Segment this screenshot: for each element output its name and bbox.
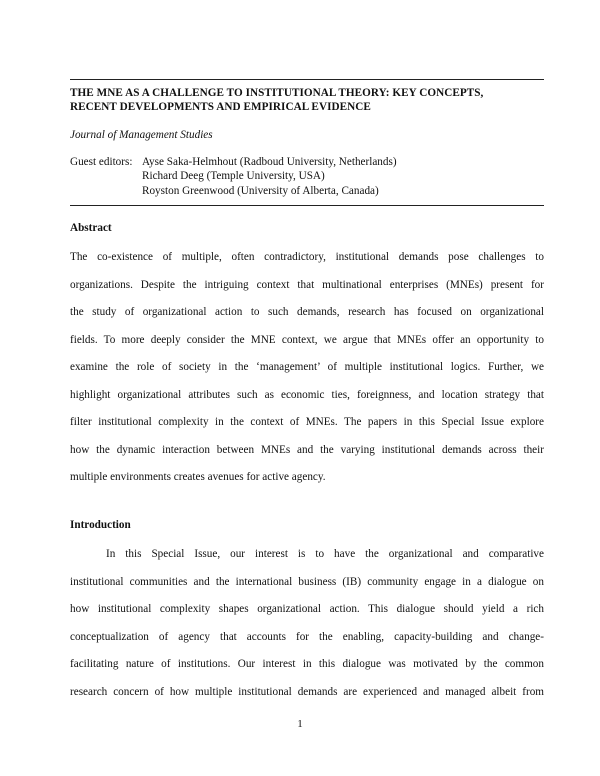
- abstract-line: the study of organizational action to such demands, research has focused on organizational: [70, 306, 544, 318]
- abstract-line: filter institutional complexity in the context of MNEs. The papers in this Special Issue explore: [70, 416, 544, 428]
- abstract-line: organizations. Despite the intriguing context that multinational enterprises (MNEs) present for: [70, 278, 544, 291]
- page-number: 1: [297, 718, 303, 730]
- editor-name: Ayse Saka-Helmhout (Radboud University, Netherlands): [142, 156, 397, 168]
- abstract-line: multiple environments creates avenues for active agency.: [70, 471, 326, 483]
- abstract-line: highlight organizational attributes such as economic ties, foreignness, and location strategy that: [70, 388, 544, 401]
- abstract-line: examine the role of society in the ‘management’ of multiple institutional logics. Further, we: [70, 361, 544, 373]
- abstract-line: fields. To more deeply consider the MNE context, we argue that MNEs offer an opportunity to: [70, 333, 544, 346]
- section-rule: [70, 205, 544, 206]
- abstract-line: how the dynamic interaction between MNEs and the varying institutional demands across their: [70, 443, 544, 456]
- abstract-body: [70, 250, 544, 498]
- title-line: THE MNE AS A CHALLENGE TO INSTITUTIONAL THEORY: KEY CONCEPTS,: [70, 87, 484, 99]
- introduction-line: facilitating nature of institutions. Our interest in this dialogue was motivated by the common: [70, 658, 544, 670]
- introduction-line: how institutional complexity shapes organizational action. This dialogue should yield a rich: [70, 603, 544, 615]
- introduction-line: conceptualization of agency that accounts for the enabling, capacity-building and change-: [70, 630, 544, 643]
- introduction-heading: Introduction: [70, 519, 131, 531]
- article-title: [70, 86, 544, 114]
- introduction-line: institutional communities and the international business (IB) community engage in a dialogue on: [70, 575, 544, 588]
- introduction-line: research concern of how multiple institutional demands are experienced and managed albeit from: [70, 685, 544, 698]
- editor-name: Richard Deeg (Temple University, USA): [142, 170, 325, 183]
- journal-name: Journal of Management Studies: [70, 129, 213, 141]
- editor-name: Royston Greenwood (University of Alberta, Canada): [142, 184, 379, 197]
- title-line: RECENT DEVELOPMENTS AND EMPIRICAL EVIDENCE: [70, 101, 371, 113]
- abstract-line: The co-existence of multiple, often contradictory, institutional demands pose challenges to: [70, 251, 544, 263]
- abstract-heading: Abstract: [70, 222, 112, 234]
- introduction-body: [70, 547, 544, 712]
- introduction-line: In this Special Issue, our interest is to have the organizational and comparative: [106, 548, 544, 560]
- guest-editors-label: Guest editors:: [70, 156, 133, 168]
- top-rule: [70, 79, 544, 80]
- guest-editors-list: [142, 155, 522, 198]
